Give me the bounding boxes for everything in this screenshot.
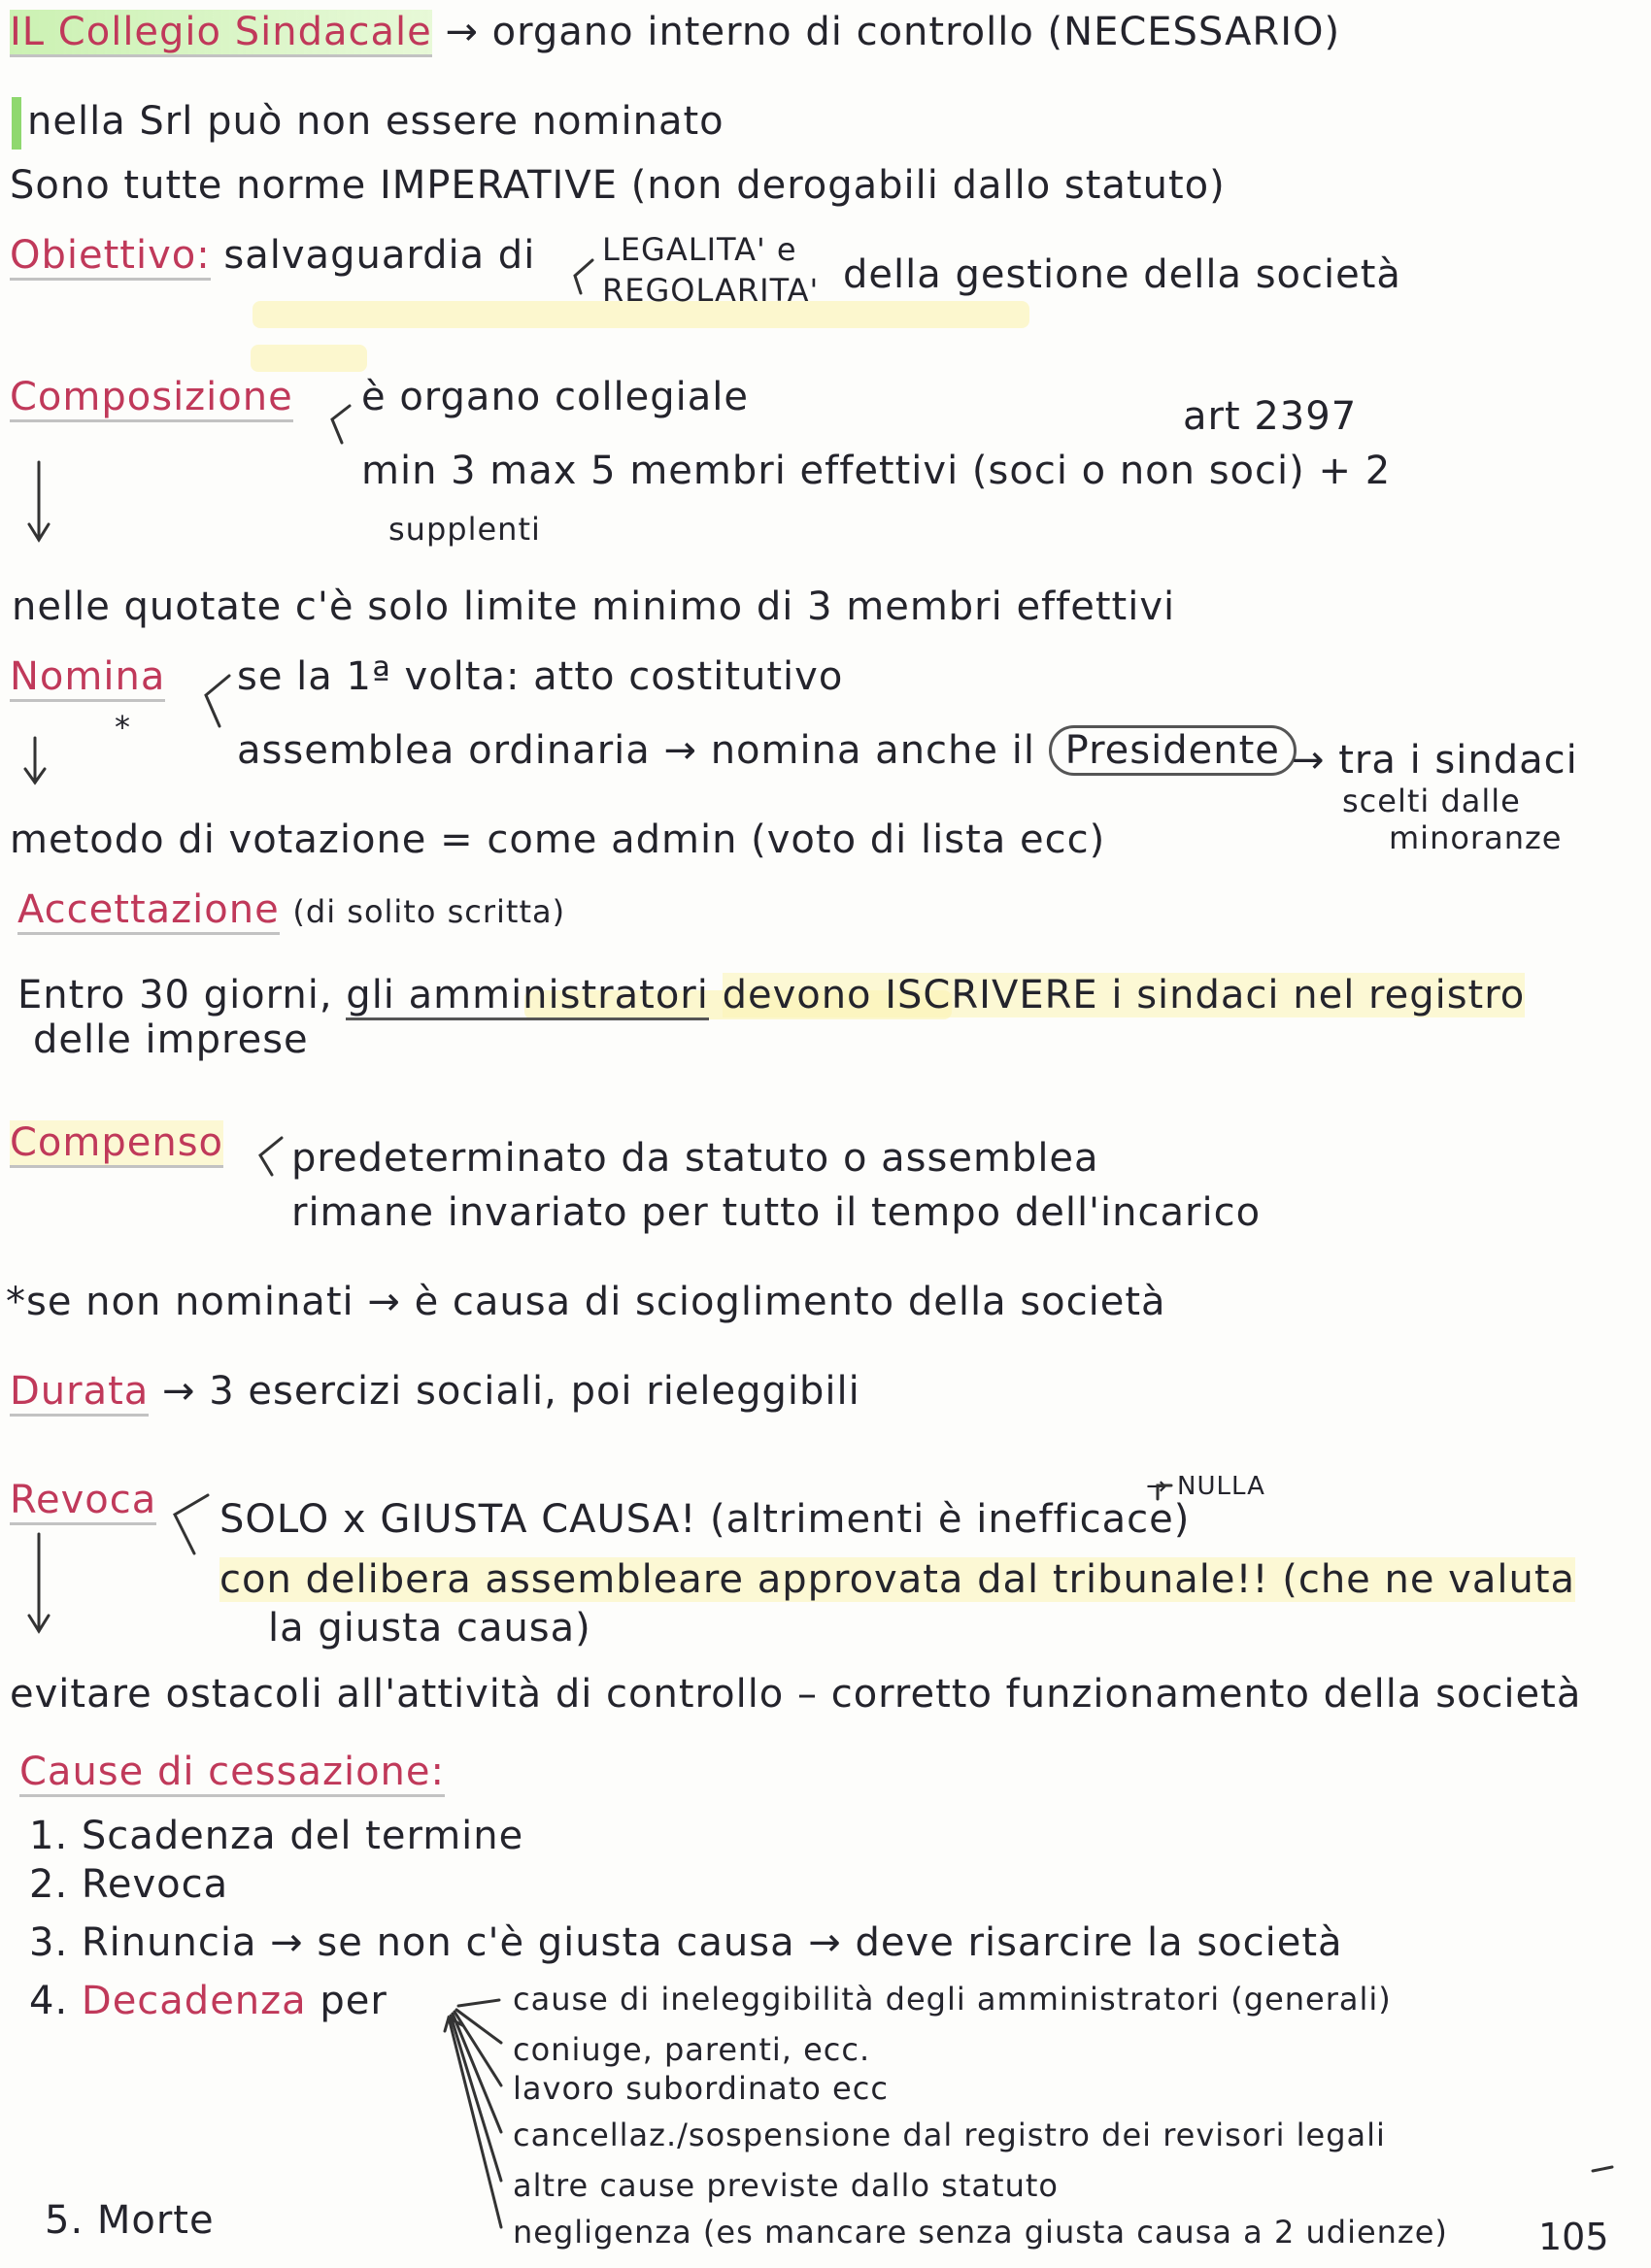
obiettivo-opt2: REGOLARITA' <box>602 272 820 309</box>
decadenza-cause-3: lavoro subordinato ecc <box>513 2070 889 2107</box>
nomina-scelti: scelti dalle <box>1342 783 1521 819</box>
metodo-line: metodo di votazione = come admin (voto di lista ecc) <box>10 817 1106 862</box>
imperative-line: Sono tutte norme IMPERATIVE (non derogabili dallo statuto) <box>10 163 1226 208</box>
decadenza-cause-4: cancellaz./sospensione dal registro dei revisori legali <box>513 2117 1386 2153</box>
composizione-label: Composizione <box>10 375 293 422</box>
se-non-nominati-line: *se non nominati → è causa di scioglimento della società <box>6 1280 1166 1324</box>
presidente-circled: Presidente <box>1049 725 1297 776</box>
decadenza-cause-1: cause di ineleggibilità degli amministratori (generali) <box>513 1981 1392 2018</box>
accettazione-line1-a: Entro 30 giorni, <box>17 973 333 1017</box>
cessazione-item-5: 5. Morte <box>45 2198 215 2243</box>
art-reference: art 2397 <box>1183 394 1358 439</box>
revoca-label: Revoca <box>10 1478 156 1525</box>
composizione-line3: supplenti <box>388 511 541 548</box>
decadenza-arrow-5 <box>451 2016 501 2181</box>
quotate-line: nelle quotate c'è solo limite minimo di 3 membri effettivi <box>12 584 1176 629</box>
title-rest: → organo interno di controllo (NECESSARIO) <box>445 10 1341 54</box>
compenso-line2: rimane invariato per tutto il tempo dell'incarico <box>291 1190 1262 1235</box>
durata-label: Durata <box>10 1369 149 1417</box>
item4-label: Decadenza <box>81 1979 307 2023</box>
revoca-line2-text: con delibera assembleare approvata dal tribunale!! (che ne valuta <box>219 1557 1576 1602</box>
composizione-line1: è organo collegiale <box>361 375 750 419</box>
srl-line: nella Srl può non essere nominato <box>27 99 724 144</box>
obiettivo-opt1: LEGALITA' e <box>602 231 797 268</box>
decadenza-arrow-1 <box>458 2000 499 2006</box>
obiettivo-text: salvaguardia di <box>223 233 536 278</box>
nulla-arrow <box>1158 1485 1171 1499</box>
accettazione-label: Accettazione <box>17 887 280 935</box>
nomina-minoranze: minoranze <box>1389 819 1563 856</box>
decadenza-cause-5: altre cause previste dallo statuto <box>513 2167 1059 2204</box>
compenso-label: Compenso <box>10 1120 223 1168</box>
asterisk-marker: * <box>115 709 131 746</box>
item4-per: per <box>320 1979 387 2023</box>
nomina-line1: se la 1ª volta: atto costitutivo <box>237 654 844 699</box>
page-title: IL Collegio Sindacale <box>10 10 432 57</box>
accettazione-line1-c: devono ISCRIVERE i sindaci nel registro <box>722 973 1526 1017</box>
edge-mark <box>1593 2167 1612 2171</box>
cessazione-item-2: 2. Revoca <box>29 1862 229 1907</box>
revoca-line1: SOLO x GIUSTA CAUSA! (altrimenti è inefficace) <box>219 1497 1191 1542</box>
composizione-line2: min 3 max 5 membri effettivi (soci o non soci) + 2 <box>361 449 1392 493</box>
obiettivo-label: Obiettivo: <box>10 233 211 281</box>
evitare-line: evitare ostacoli all'attività di controllo – corretto funzionamento della società <box>10 1672 1582 1717</box>
compenso-line1: predeterminato da statuto o assemblea <box>291 1136 1099 1181</box>
revoca-nulla: → NULLA <box>1146 1472 1265 1501</box>
decadenza-arrow-6 <box>449 2018 501 2227</box>
accettazione-note: (di solito scritta) <box>292 893 566 930</box>
cessazione-item-1: 1. Scadenza del termine <box>29 1814 524 1858</box>
revoca-line3: la giusta causa) <box>268 1606 591 1651</box>
accettazione-line1-b: gli amministratori <box>346 973 709 1020</box>
nomina-arrow-text: → tra i sindaci <box>1292 738 1578 783</box>
cessazione-label: Cause di cessazione: <box>19 1750 445 1797</box>
nomina-line2-text: assemblea ordinaria → nomina anche il <box>237 728 1035 773</box>
obiettivo-bracket <box>575 260 592 293</box>
decadenza-cause-6: negligenza (es mancare senza giusta causa a 2 udienze) <box>513 2214 1448 2251</box>
page-number: 105 <box>1538 2216 1609 2258</box>
decadenza-cause-2: coniuge, parenti, ecc. <box>513 2031 871 2068</box>
durata-text: → 3 esercizi sociali, poi rieleggibili <box>162 1369 860 1414</box>
nomina-bracket <box>206 676 229 726</box>
cessazione-item-3: 3. Rinuncia → se non c'è giusta causa → deve risarcire la società <box>29 1920 1343 1965</box>
compenso-bracket <box>260 1138 282 1175</box>
revoca-bracket <box>175 1495 208 1553</box>
item4-num: 4. <box>29 1979 69 2023</box>
composizione-bracket <box>332 406 350 443</box>
obiettivo-end: della gestione della società <box>843 252 1401 297</box>
nomina-label: Nomina <box>10 654 165 702</box>
accettazione-line2: delle imprese <box>33 1017 309 1062</box>
